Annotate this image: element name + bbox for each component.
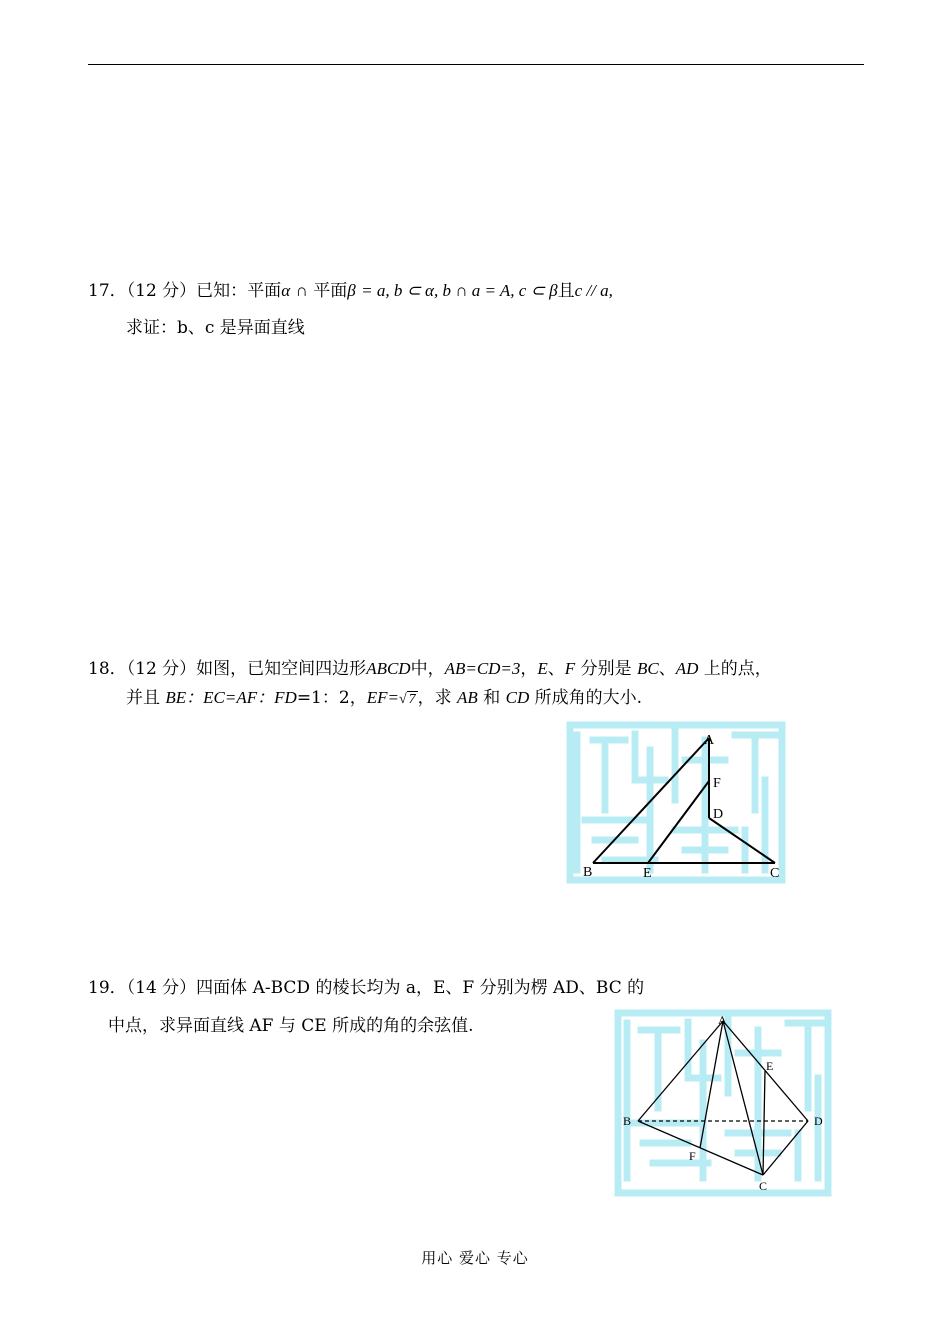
q17-and: 且 [557, 281, 575, 301]
fig18-label-e: E [643, 866, 652, 881]
fig19-label-c: C [759, 1179, 768, 1193]
figure-19-lines [638, 1021, 808, 1175]
q18-sep2: 、 [658, 659, 676, 679]
watermark-seal [570, 725, 782, 880]
fig18-label-b: B [583, 865, 593, 880]
q17-line2: 求证：b、c 是异面直线 [126, 318, 305, 338]
q19-number: 19． [88, 978, 127, 998]
figure-18 [565, 720, 787, 885]
q18-ab: AB [457, 688, 478, 707]
fig19-label-a: A [718, 1013, 727, 1027]
fig18-label-a: A [704, 733, 715, 748]
q18-number: 18． [88, 659, 127, 679]
q17-line1 [88, 280, 613, 302]
fig18-label-c: C [770, 866, 780, 881]
q18-sqrt-value: 7 [408, 692, 416, 707]
q18-text-b: 中， [410, 659, 445, 679]
q18-line1 [88, 658, 772, 680]
q18-abcd: ABCD [366, 659, 411, 678]
q18-abcd-eq: AB=CD=3 [444, 659, 521, 678]
q18-text-d: 分别是 [575, 659, 637, 679]
q18-ef: EF= [366, 688, 399, 707]
header-rule [88, 64, 864, 65]
fig19-label-d: D [814, 1114, 823, 1128]
fig19-label-e: E [766, 1059, 774, 1073]
page-footer: 用心 爱心 专心 [421, 1249, 529, 1267]
q18-sep: 、 [547, 659, 565, 679]
q18-cd: CD [505, 688, 530, 707]
q17-number: 17． [88, 281, 127, 301]
q17-plane-1: 平面 [247, 281, 282, 301]
q18-ad: AD [675, 659, 699, 678]
q18-text-g: =1：2， [296, 688, 367, 708]
q19-line2: 中点，求异面直线 AF 与 CE 所成的角的余弦值. [108, 1016, 474, 1036]
q19-text-1: （14 分）四面体 A-BCD 的棱长均为 a，E、F 分别为楞 AD、BC 的 [126, 978, 645, 998]
q18-text-f: 并且 [126, 688, 166, 708]
fig18-label-f: F [713, 776, 721, 791]
q18-e: E [537, 659, 548, 678]
q17-cap: ∩ [295, 281, 308, 300]
q18-sqrt: √ 7 [398, 692, 416, 707]
figure-19 [613, 1008, 833, 1198]
q17-tail: c // a, [574, 281, 613, 300]
q18-f: F [564, 659, 576, 678]
q19-line1 [88, 977, 644, 999]
q18-text-i: 和 [477, 688, 506, 708]
q17-plane-2: 平面 [313, 281, 348, 301]
q18-ratio: BE：EC=AF：FD [165, 688, 297, 707]
q17-score: （12 分）已知： [126, 281, 248, 301]
fig19-label-f: F [689, 1149, 696, 1163]
q17-alpha: α [281, 281, 291, 300]
q17-premise: = a, b ⊂ α, b ∩ a = A, c ⊂ β [361, 281, 558, 300]
fig18-label-d: D [713, 807, 724, 822]
q18-text-a: （12 分）如图，已知空间四边形 [126, 659, 367, 679]
watermark-seal [618, 1013, 828, 1193]
q18-text-h: ，求 [417, 688, 458, 708]
q18-text-c: ， [520, 659, 538, 679]
q17-beta: β [347, 281, 356, 300]
q18-bc: BC [637, 659, 659, 678]
q18-text-e: 上的点， [698, 659, 772, 679]
q18-line2 [126, 687, 642, 711]
fig19-label-b: B [623, 1114, 632, 1128]
q18-text-j: 所成角的大小. [529, 688, 643, 708]
